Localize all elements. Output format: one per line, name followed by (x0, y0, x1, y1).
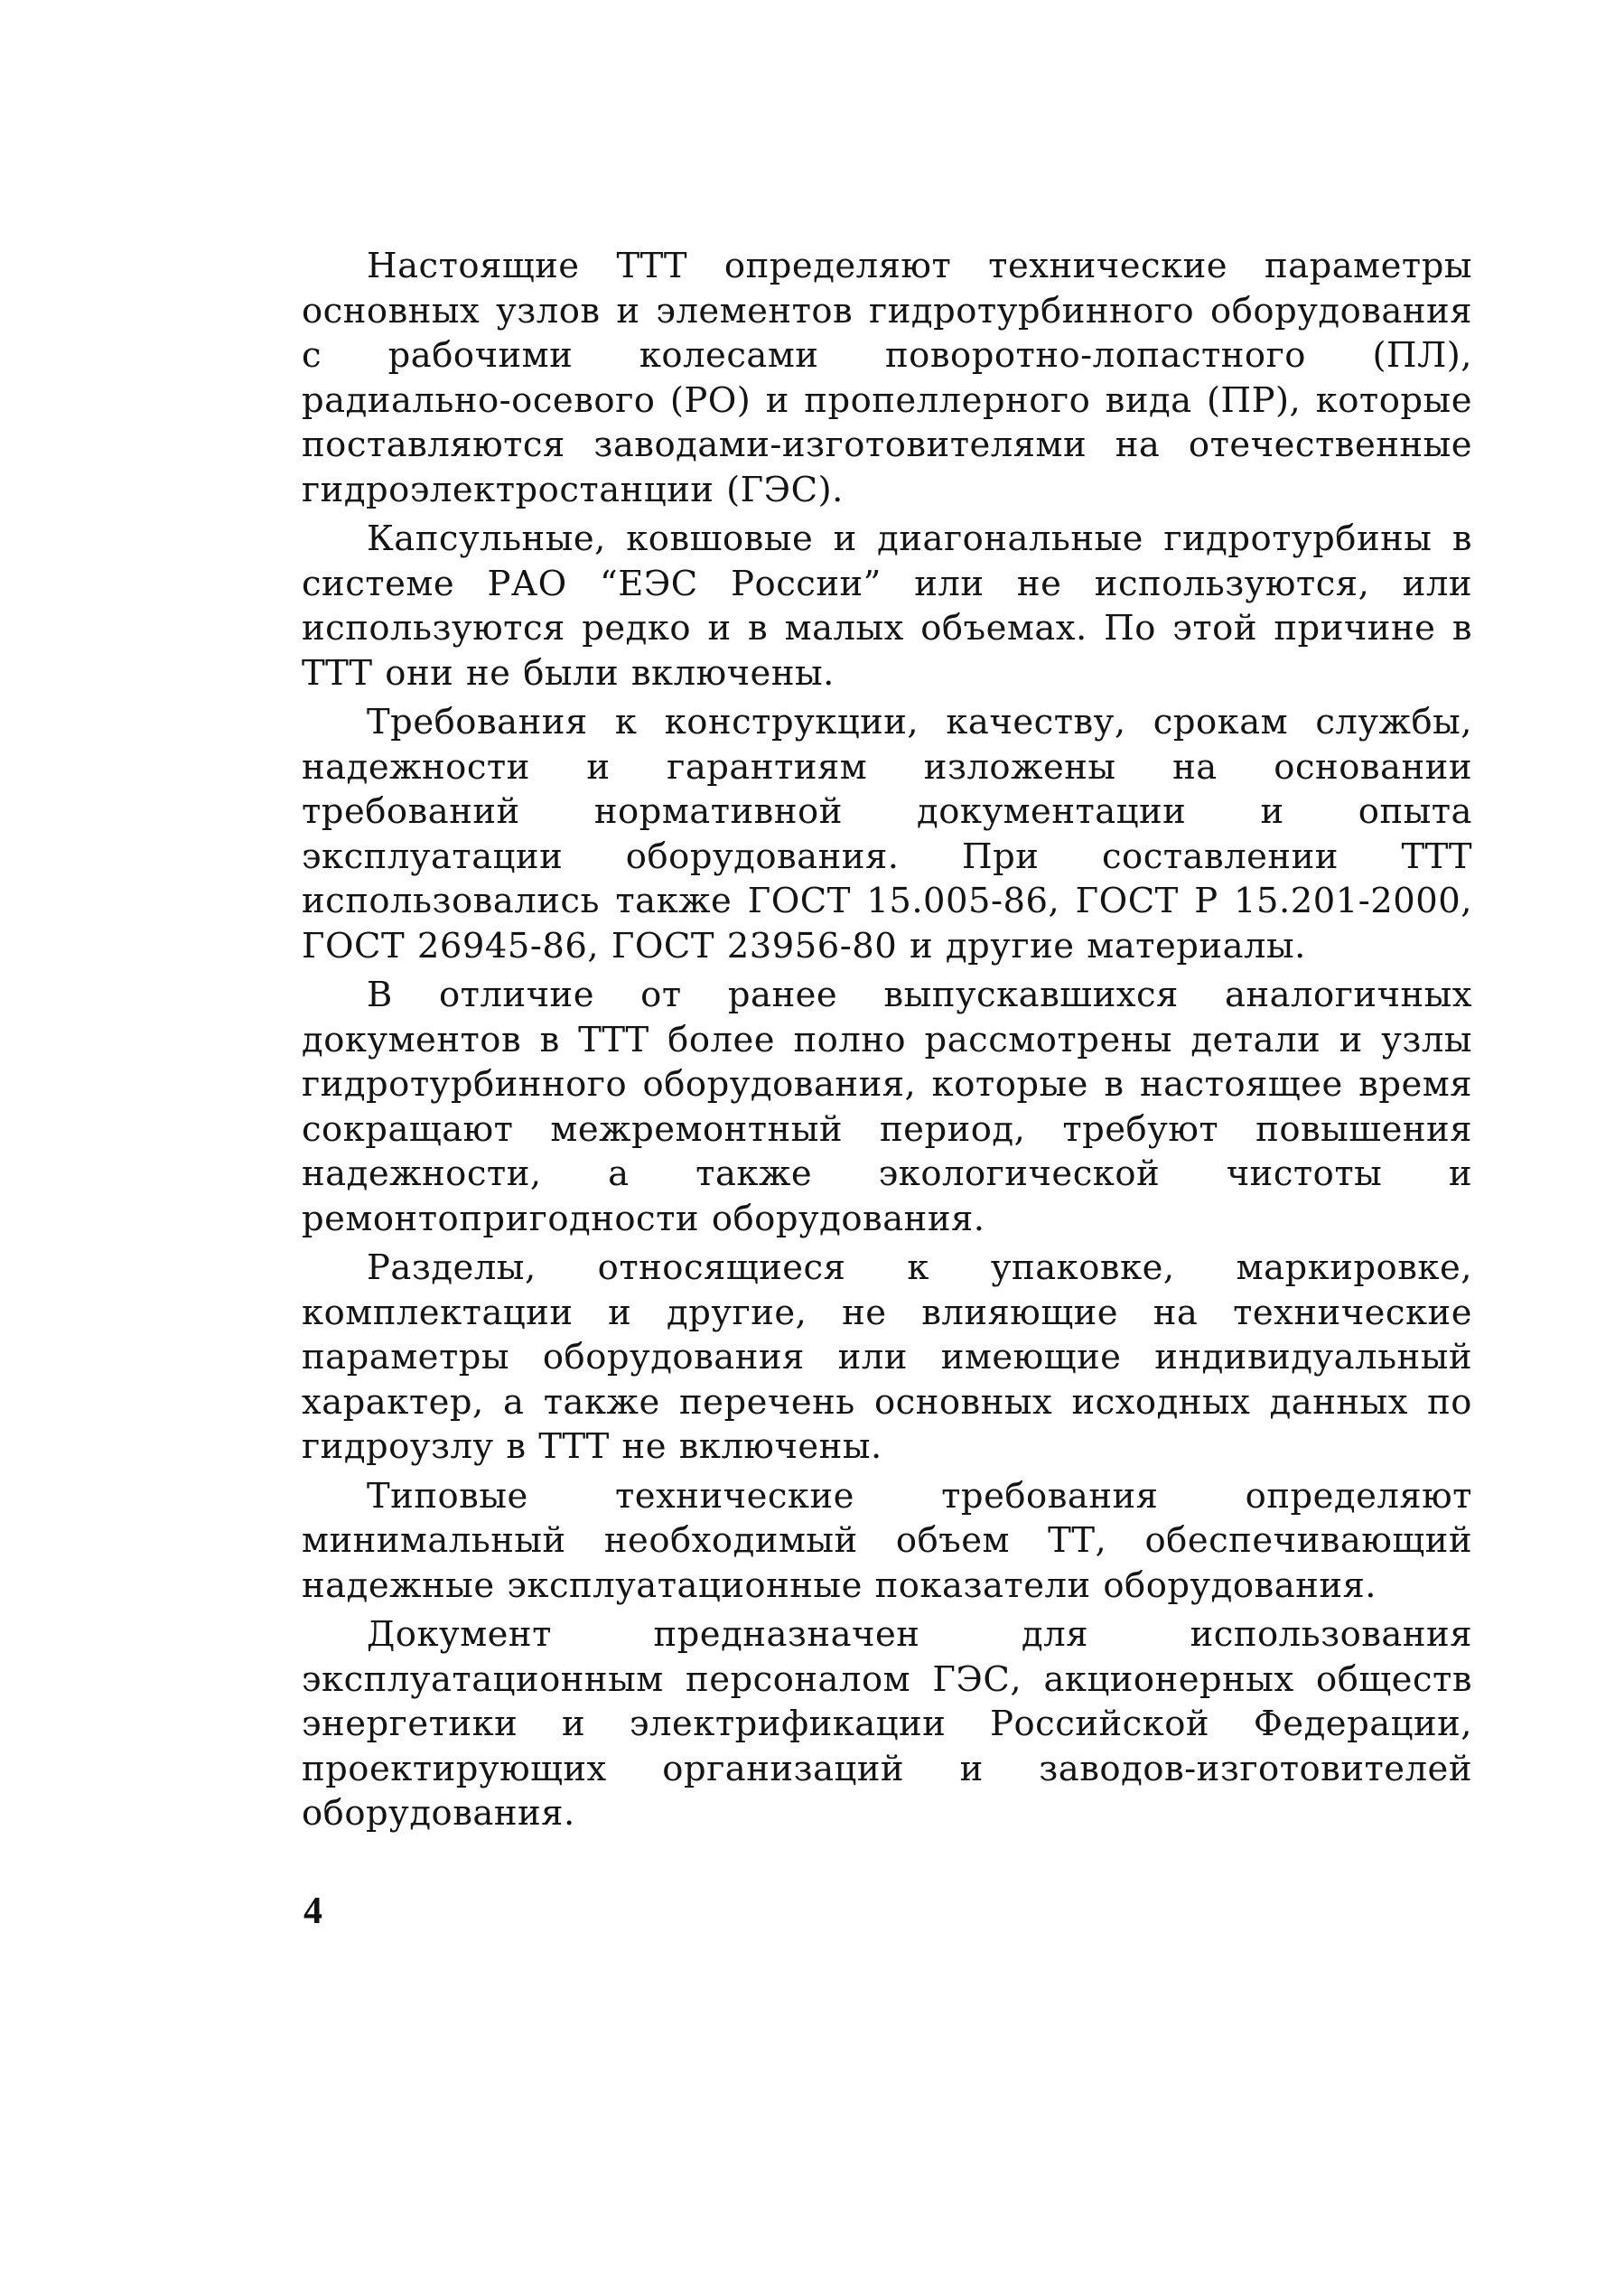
paragraph-excluded-turbines: Капсульные, ковшовые и диагональные гидротурбины в системе РАО “ЕЭС России” или не используются, или используются редко и в малых объемах. По этой причине в ТТТ они не были включены. (302, 518, 1472, 694)
paragraph-minimum-volume: Типовые технические требования определяют минимальный необходимый объем ТТ, обеспечивающий надежные эксплуатационные показатели оборудования. (302, 1475, 1472, 1606)
page-number: 4 (303, 1891, 322, 1932)
body-text (302, 244, 1472, 1836)
paragraph-scope: Настоящие ТТТ определяют технические параметры основных узлов и элементов гидротурбинного оборудования с рабочими колесами поворотно-лопастного (ПЛ), радиально-осевого (РО) и пропеллерного вида (ПР), которые поставляются заводами-изготовителями на отечественные гидроэлектростанции (ГЭС). (302, 246, 1472, 510)
paragraph-intended-audience: Документ предназначен для использования эксплуатационным персоналом ГЭС, акционерных обществ энергетики и электрификации Российской Федерации, проектирующих организаций и заводов-изготовителей оборудования. (302, 1614, 1472, 1834)
paragraph-differences: В отличие от ранее выпускавшихся аналогичных документов в ТТТ более полно рассмотрены детали и узлы гидротурбинного оборудования, которые в настоящее время сокращают межремонтный период, требуют повышения надежности, а также экологической чистоты и ремонтопригодности оборудования. (302, 975, 1472, 1239)
paragraph-excluded-sections: Разделы, относящиеся к упаковке, маркировке, комплектации и другие, не влияющие на технические параметры оборудования или имеющие индивидуальный характер, а также перечень основных исходных данных по гидроузлу в ТТТ не включены. (302, 1247, 1472, 1467)
paragraph-requirements-basis: Требования к конструкции, качеству, срокам службы, надежности и гарантиям изложены на основании требований нормативной документации и опыта эксплуатации оборудования. При составлении ТТТ использовались также ГОСТ 15.005-86, ГОСТ Р 15.201-2000, ГОСТ 26945-86, ГОСТ 23956-80 и другие материалы. (302, 702, 1472, 966)
